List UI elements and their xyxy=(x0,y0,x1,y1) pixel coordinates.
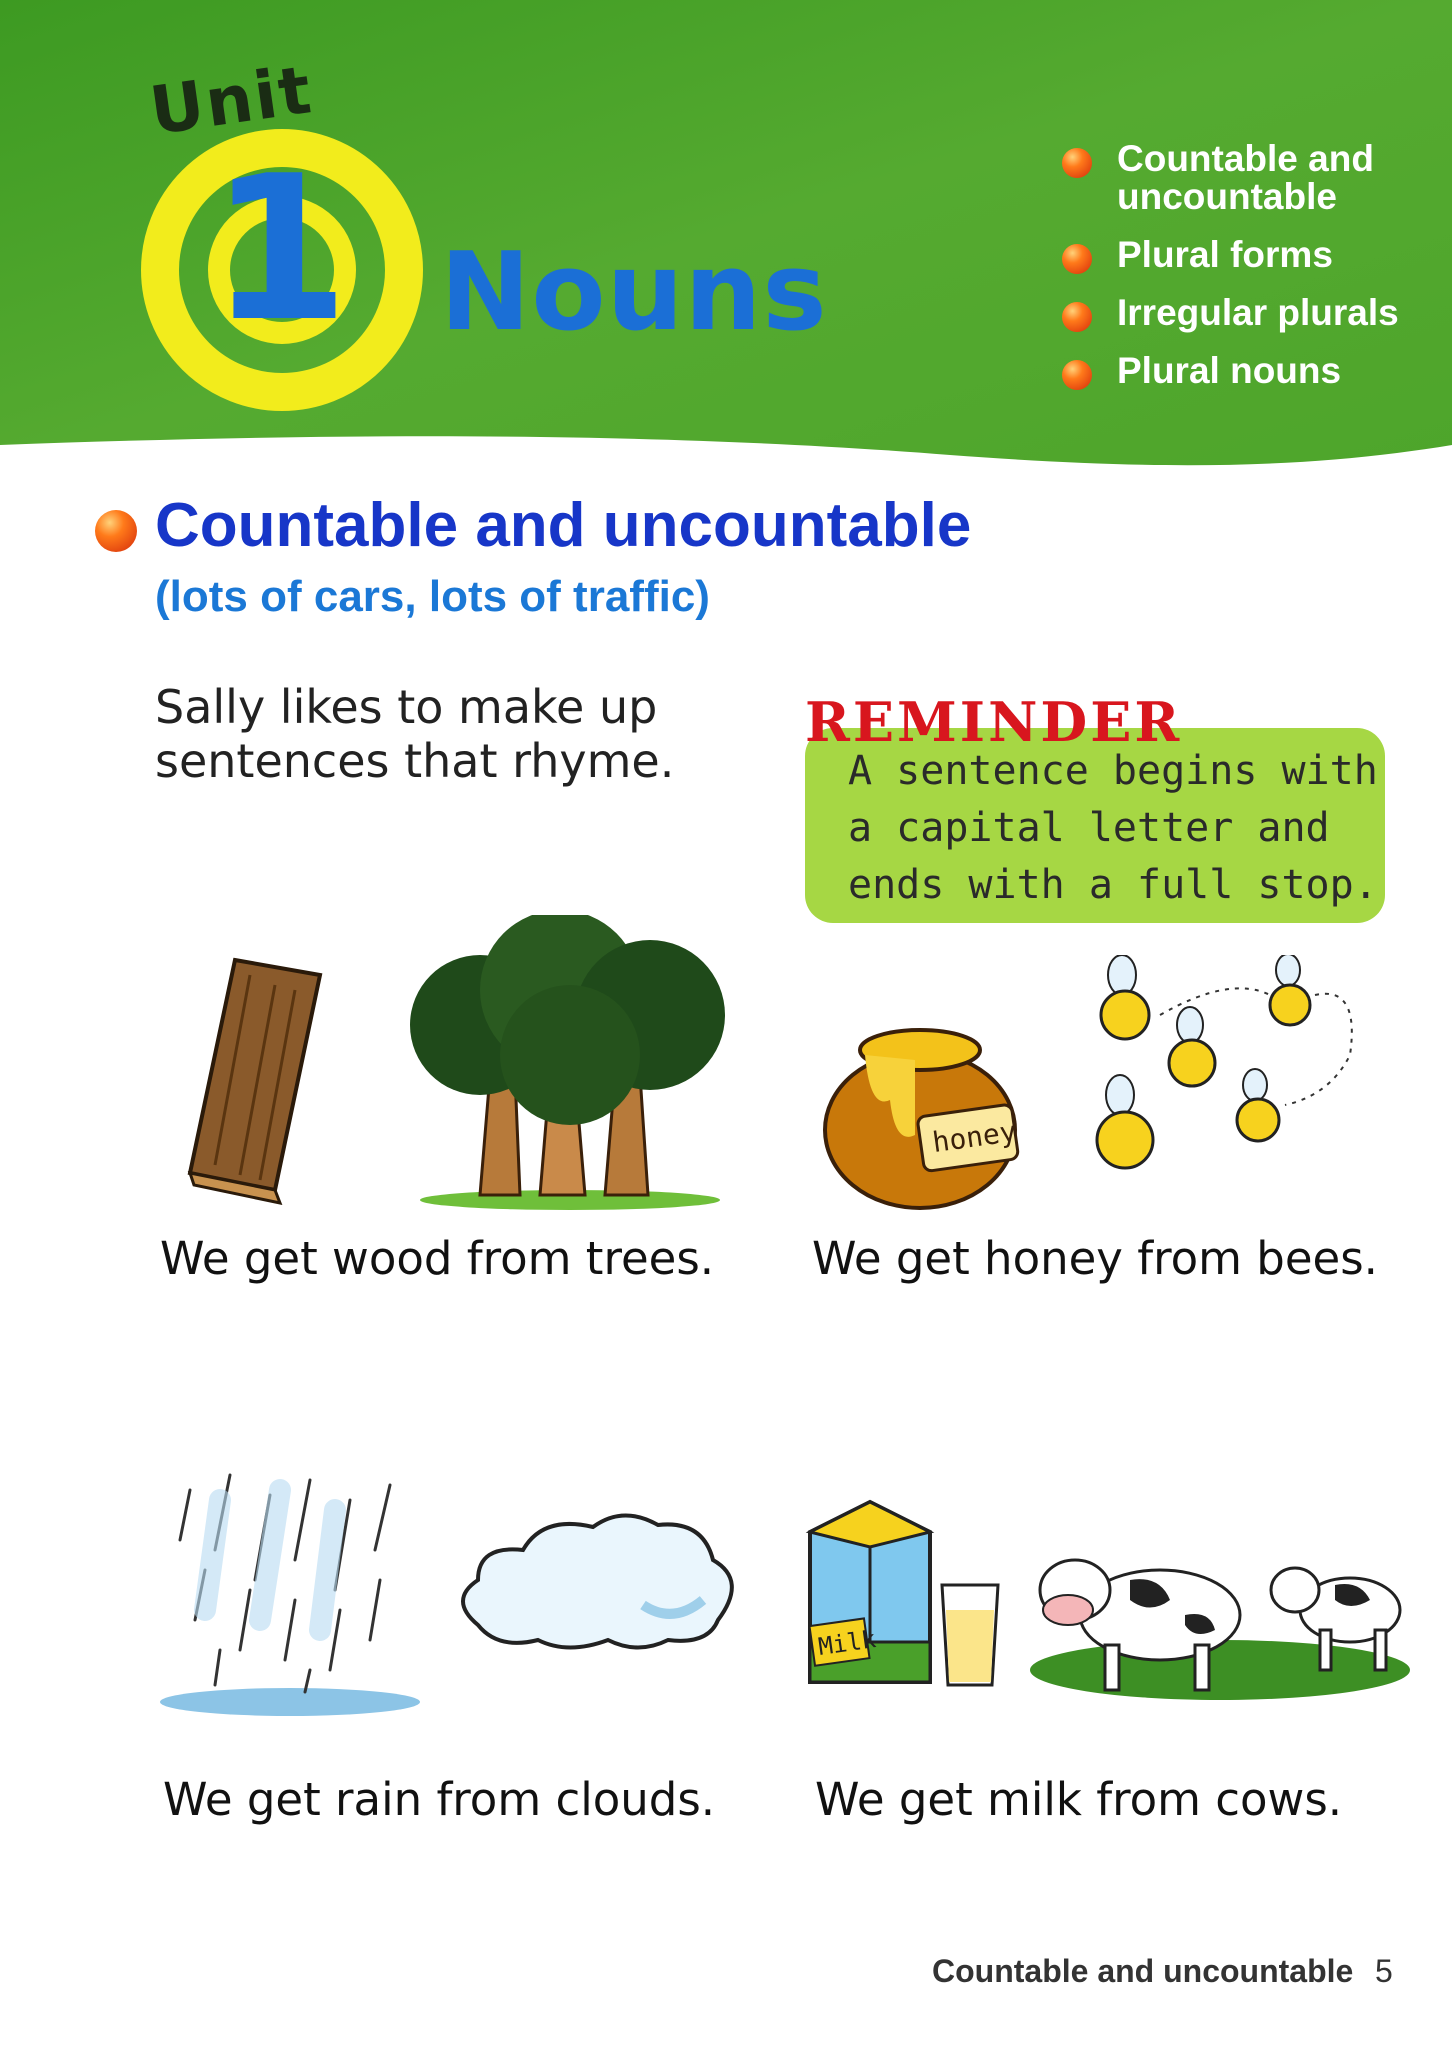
caption-honey-bees: We get honey from bees. xyxy=(812,1232,1378,1285)
bullet-icon xyxy=(1062,244,1092,274)
carton-label: Milk xyxy=(816,1625,878,1661)
reminder-title: REMINDER xyxy=(805,690,1183,754)
caption-wood-trees: We get wood from trees. xyxy=(160,1232,715,1285)
unit-number: 1 xyxy=(210,133,350,366)
page-number: 5 xyxy=(1375,1953,1393,1989)
trees-icon xyxy=(400,915,740,1210)
bullet-icon xyxy=(1062,302,1092,332)
wood-plank-icon xyxy=(180,945,330,1205)
cows-icon xyxy=(1020,1520,1410,1705)
topic-item: Plural forms xyxy=(1062,236,1442,274)
bullet-icon xyxy=(1062,148,1092,178)
intro-text: Sally likes to make up sentences that rhyme. xyxy=(155,680,675,788)
milk-carton-icon xyxy=(800,1492,940,1692)
footer-section-name: Countable and uncountable xyxy=(932,1953,1354,1989)
milk-glass-icon xyxy=(937,1580,1003,1690)
caption-milk-cows: We get milk from cows. xyxy=(815,1773,1343,1826)
jar-label: honey xyxy=(930,1114,1019,1160)
topic-list xyxy=(1062,140,1442,410)
bees-icon xyxy=(1080,955,1380,1210)
rain-icon xyxy=(160,1470,425,1720)
honey-pot-icon xyxy=(820,1015,1025,1210)
topic-item: Countable and uncountable xyxy=(1062,140,1442,216)
bullet-icon xyxy=(1062,360,1092,390)
section-bullet-icon xyxy=(95,510,137,552)
topic-item: Plural nouns xyxy=(1062,352,1442,390)
section-subtitle: (lots of cars, lots of traffic) xyxy=(155,572,710,621)
reminder-text: A sentence begins with a capital letter and ends with a full stop. xyxy=(848,748,1378,908)
caption-rain-clouds: We get rain from clouds. xyxy=(163,1773,716,1826)
unit-label: Unit xyxy=(145,51,318,150)
topic-item: Irregular plurals xyxy=(1062,294,1442,332)
section-title: Countable and uncountable xyxy=(155,491,972,560)
cloud-icon xyxy=(448,1505,748,1660)
unit-title: Nouns xyxy=(440,230,828,355)
